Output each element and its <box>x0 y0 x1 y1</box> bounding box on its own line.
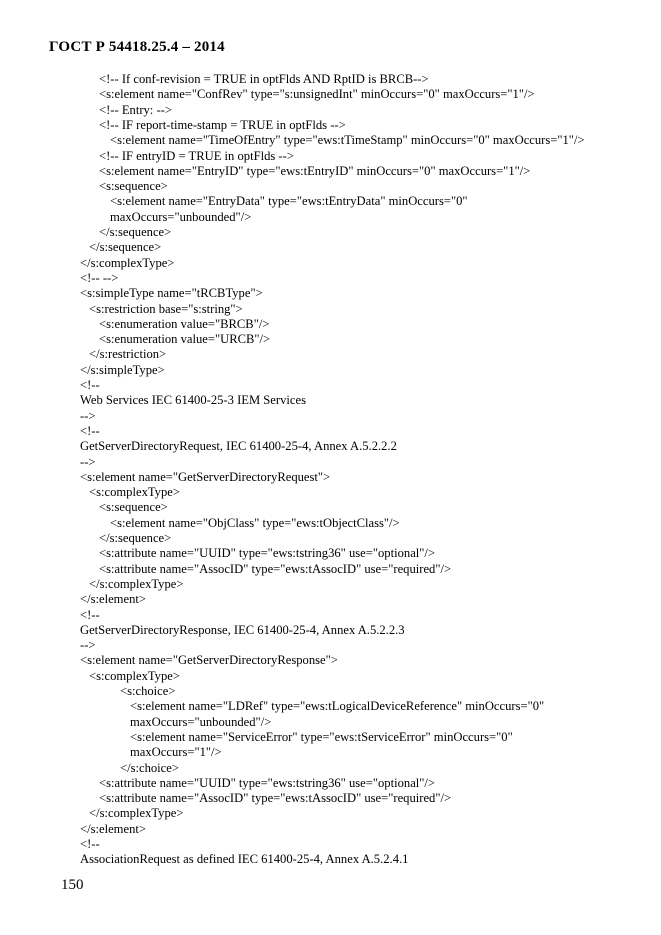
code-line: <s:element name="EntryID" type="ews:tEntryID" minOccurs="0" maxOccurs="1"/> <box>99 163 531 178</box>
code-line: <s:element name="EntryData" type="ews:tEntryData" minOccurs="0" <box>110 194 468 209</box>
code-line: </s:element> <box>80 821 146 836</box>
code-line: </s:sequence> <box>89 240 162 255</box>
code-line: <!-- Entry: --> <box>99 102 172 117</box>
code-line: <s:enumeration value="URCB"/> <box>99 332 271 347</box>
code-line: <s:simpleType name="tRCBType"> <box>80 286 263 301</box>
document-header: ГОСТ Р 54418.25.4 – 2014 <box>49 39 225 55</box>
code-line: <s:attribute name="AssocID" type="ews:tAssocID" use="required"/> <box>99 561 452 576</box>
code-line: </s:sequence> <box>99 531 172 545</box>
code-line: <s:attribute name="UUID" type="ews:tstring36" use="optional"/> <box>99 775 436 790</box>
code-line: <s:element name="ObjClass" type="ews:tObjectClass"/> <box>110 515 400 530</box>
code-line: </s:complexType> <box>80 255 175 270</box>
code-line: </s:choice> <box>120 760 179 775</box>
code-line: AssociationRequest as defined IEC 61400-25-4, Annex A.5.2.4.1 <box>80 852 409 867</box>
code-line: <s:complexType> <box>89 485 180 500</box>
code-line: <s:element name="TimeOfEntry" type="ews:tTimeStamp" minOccurs="0" maxOccurs="1"/> <box>110 133 585 148</box>
code-line: <s:restriction base="s:string"> <box>89 301 243 316</box>
code-line: <s:element name="LDRef" type="ews:tLogicalDeviceReference" minOccurs="0" <box>130 699 545 714</box>
code-line: Web Services IEC 61400-25-3 IEM Services <box>80 393 306 408</box>
code-line: <s:attribute name="UUID" type="ews:tstring36" use="optional"/> <box>99 546 436 561</box>
code-line: <s:element name="ServiceError" type="ews:tServiceError" minOccurs="0" <box>130 729 513 744</box>
code-line: --> <box>80 638 96 653</box>
code-line: </s:restriction> <box>89 347 167 362</box>
code-line: GetServerDirectoryRequest, IEC 61400-25-4, Annex A.5.2.2.2 <box>80 439 397 454</box>
code-line: <!-- IF report-time-stamp = TRUE in optFlds --> <box>99 117 346 132</box>
code-line: <s:element name="ConfRev" type="s:unsignedInt" minOccurs="0" maxOccurs="1"/> <box>99 87 535 102</box>
page-number: 150 <box>61 877 84 893</box>
code-line: </s:sequence> <box>99 225 172 239</box>
code-line: <s:choice> <box>120 684 176 698</box>
code-line: <s:element name="GetServerDirectoryResponse"> <box>80 653 338 668</box>
code-line: <s:complexType> <box>89 668 180 683</box>
code-line: <!-- <box>80 607 100 622</box>
code-line: maxOccurs="1"/> <box>130 745 222 760</box>
code-line: maxOccurs="unbounded"/> <box>110 209 252 224</box>
code-line: </s:complexType> <box>89 806 184 821</box>
code-line: GetServerDirectoryResponse, IEC 61400-25-4, Annex A.5.2.2.3 <box>80 622 405 637</box>
code-line: <s:element name="GetServerDirectoryRequest"> <box>80 469 331 484</box>
code-line: <!-- <box>80 423 100 438</box>
code-line: <!-- IF entryID = TRUE in optFlds --> <box>99 148 294 163</box>
code-line: </s:element> <box>80 592 146 607</box>
code-line: --> <box>80 408 96 423</box>
code-line: <!-- If conf-revision = TRUE in optFlds AND RptID is BRCB--> <box>99 72 429 86</box>
code-line: </s:simpleType> <box>80 362 165 377</box>
code-line: --> <box>80 454 96 469</box>
code-line: <s:sequence> <box>99 179 168 194</box>
code-line: <!-- <box>80 837 100 851</box>
code-line: <s:sequence> <box>99 500 168 515</box>
code-line: </s:complexType> <box>89 576 184 591</box>
code-line: maxOccurs="unbounded"/> <box>130 714 272 729</box>
code-line: <s:enumeration value="BRCB"/> <box>99 316 270 331</box>
code-line: <s:attribute name="AssocID" type="ews:tAssocID" use="required"/> <box>99 791 452 806</box>
code-line: <!-- <box>80 378 100 392</box>
code-line: <!-- --> <box>80 270 119 285</box>
